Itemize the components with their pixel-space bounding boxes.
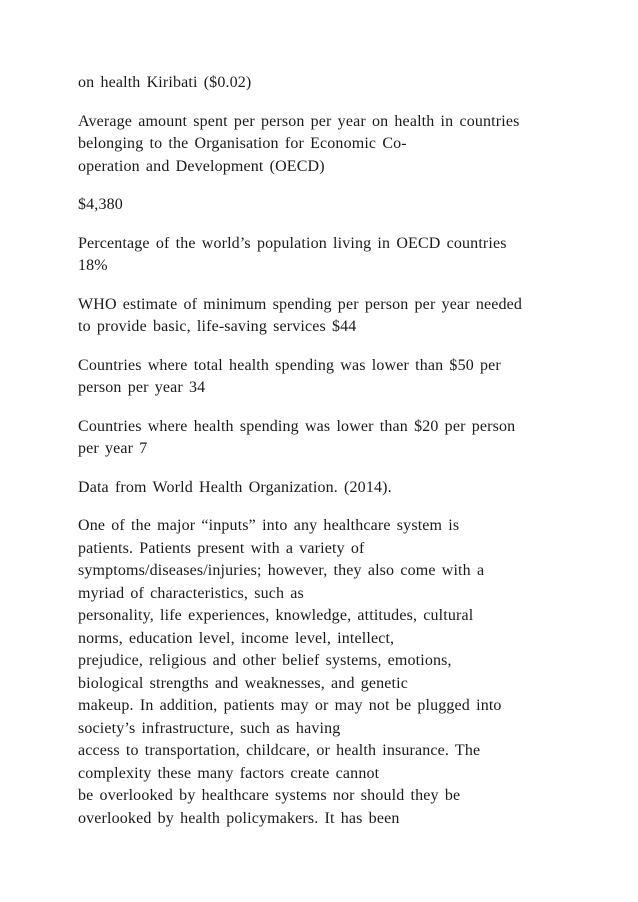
text-line: One of the major “inputs” into any healthcare system is [78, 517, 460, 534]
paragraph [78, 477, 578, 500]
text-line: Countries where total health spending was lower than $50 per [78, 356, 501, 374]
text-line: myriad of characteristics, such as [78, 584, 304, 602]
paragraph [78, 416, 578, 461]
text-line: patients. Patients present with a variety of [78, 539, 365, 557]
text-line: biological strengths and weaknesses, and genetic [78, 674, 408, 692]
text-line: WHO estimate of minimum spending per person per year needed [78, 295, 523, 313]
text-line: per year 7 [78, 440, 148, 457]
text-line: Data from World Health Organization. (2014). [78, 478, 392, 496]
paragraph [78, 72, 578, 95]
text-line: on health Kiribati ($0.02) [78, 74, 252, 91]
text-line: complexity these many factors create cannot [78, 764, 380, 782]
text-line: Average amount spent per person per year on health in countries [78, 112, 520, 130]
paragraph [78, 515, 578, 830]
paragraph [78, 233, 578, 278]
paragraph [78, 294, 578, 339]
text-line: Percentage of the world’s population living in OECD countries [78, 234, 507, 252]
text-line: prejudice, religious and other belief systems, emotions, [78, 652, 452, 669]
text-line: norms, education level, income level, intellect, [78, 629, 395, 647]
document-body [78, 72, 578, 846]
text-line: 18% [78, 257, 108, 274]
text-line: $4,380 [78, 196, 123, 213]
text-line: society’s infrastructure, such as having [78, 719, 341, 737]
paragraph [78, 111, 578, 179]
text-line: belonging to the Organisation for Economic Co- [78, 135, 407, 152]
text-line: makeup. In addition, patients may or may not be plugged into [78, 697, 502, 714]
text-line: Countries where health spending was lower than $20 per person [78, 417, 516, 435]
text-line: symptoms/diseases/injuries; however, they also come with a [78, 562, 485, 579]
text-line: to provide basic, life-saving services $44 [78, 318, 357, 335]
text-line: overlooked by health policymakers. It has been [78, 809, 400, 827]
text-line: access to transportation, childcare, or health insurance. The [78, 742, 481, 759]
text-line: be overlooked by healthcare systems nor should they be [78, 787, 461, 804]
text-line: personality, life experiences, knowledge, attitudes, cultural [78, 607, 474, 624]
paragraph [78, 194, 578, 217]
text-line: person per year 34 [78, 379, 206, 396]
paragraph [78, 355, 578, 400]
text-line: operation and Development (OECD) [78, 157, 325, 175]
